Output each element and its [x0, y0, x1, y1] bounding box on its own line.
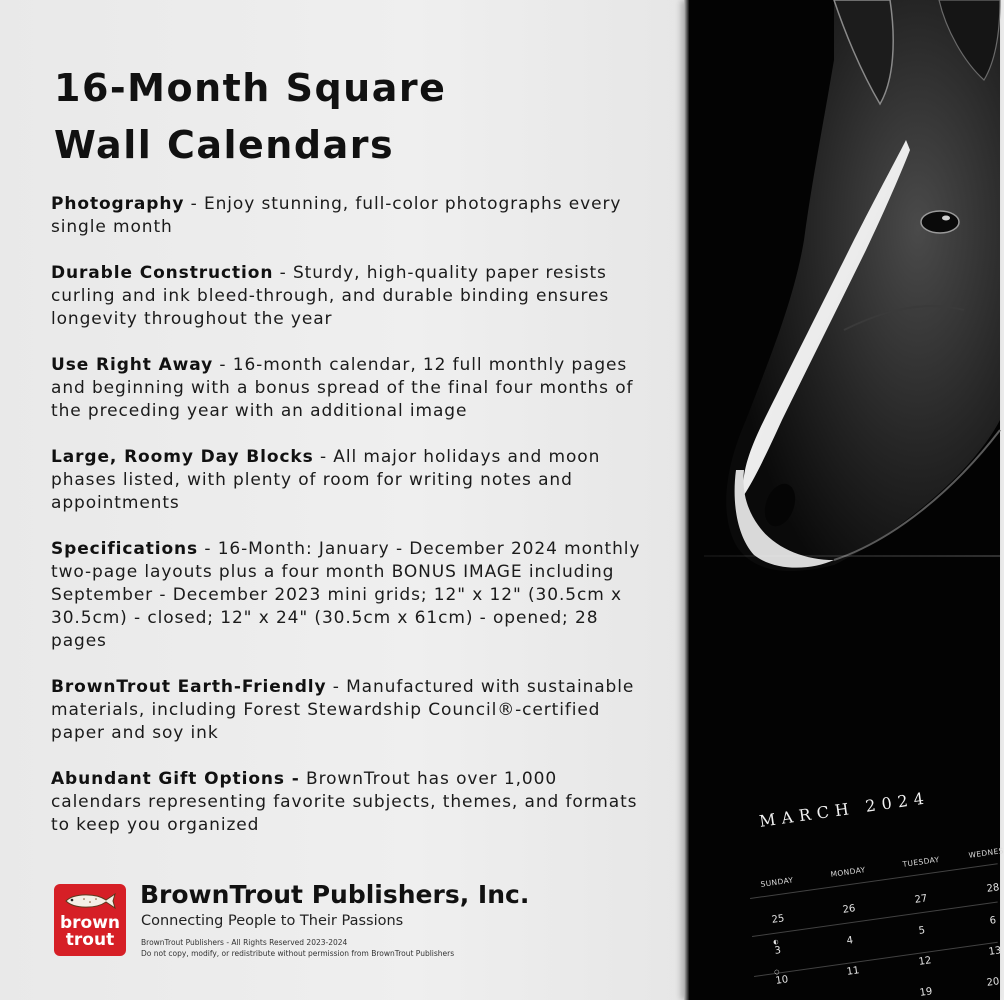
calendar-day: 19	[919, 986, 934, 999]
feature-gift-options	[51, 768, 651, 837]
calendar-day: 4	[846, 935, 854, 947]
feature-durable-construction	[51, 262, 651, 331]
publisher-name: BrownTrout Publishers, Inc.	[140, 880, 530, 909]
feature-text: - Enjoy stunning, full-color photographs every single month	[51, 194, 622, 237]
rights-text: BrownTrout Publishers - All Rights Reserved 2023-2024	[141, 938, 348, 947]
calendar-day-number: 10	[774, 974, 789, 987]
copy-notice: Do not copy, modify, or redistribute without permission from BrownTrout Publishers	[141, 949, 455, 958]
calendar-day: 5	[918, 925, 926, 937]
feature-text: - Sturdy, high-quality paper resists curling and ink bleed-through, and durable binding ensures longevity throughout the year	[51, 263, 610, 329]
logo-text-brown: brown	[59, 913, 121, 933]
calendar-day: 6	[989, 915, 997, 927]
feature-text: - 16-Month: January - December 2024 monthly two-page layouts plus a four month BONUS IMAGE including September - December 2023 mini grids; 12" x 12" (30.5cm x 30.5cm) - closed; 12" x 24" (30.5cm x 61cm) - opened; 28 pages	[51, 539, 641, 651]
weekday-wednesday: WEDNES	[968, 846, 1004, 860]
weekday-sunday: SUNDAY	[760, 875, 794, 889]
browntrout-logo	[54, 884, 126, 956]
trout-icon	[62, 890, 118, 912]
publisher-tagline: Connecting People to Their Passions	[141, 913, 404, 929]
logo-text-trout: trout	[65, 930, 115, 950]
feature-use-right-away	[51, 354, 651, 423]
moon-phase-icon: ○	[773, 968, 781, 976]
feature-heading: BrownTrout Earth-Friendly	[51, 677, 327, 697]
feature-text: - 16-month calendar, 12 full monthly pages and beginning with a bonus spread of the final four months of the preceding year with an additional image	[51, 355, 634, 421]
horse-photo	[684, 0, 1000, 600]
feature-earth-friendly	[51, 676, 651, 745]
title-line-1: 16-Month Square	[54, 66, 447, 110]
calendar-day: 27	[914, 893, 929, 906]
moon-phase-icon: ◐	[772, 938, 780, 946]
feature-text: - Manufactured with sustainable materials, including Forest Stewardship Council®-certified paper and soy ink	[51, 677, 635, 743]
feature-day-blocks	[51, 446, 651, 515]
feature-text: - All major holidays and moon phases listed, with plenty of room for writing notes and appointments	[51, 447, 601, 513]
calendar-day: 20	[986, 976, 1001, 989]
feature-heading: Durable Construction	[51, 263, 274, 283]
weekday-tuesday: TUESDAY	[902, 854, 941, 869]
page-title	[54, 60, 614, 174]
weekday-monday: MONDAY	[830, 865, 867, 879]
calendar-day: 12	[918, 955, 933, 968]
feature-heading: Use Right Away	[51, 355, 214, 375]
feature-list	[51, 193, 651, 860]
feature-heading: Large, Roomy Day Blocks	[51, 447, 314, 467]
page-fold	[704, 555, 1000, 557]
calendar-day	[774, 968, 789, 987]
feature-heading: Photography	[51, 194, 185, 214]
calendar-photo-panel	[684, 0, 1003, 1000]
calendar-month-title: MARCH 2024	[758, 788, 931, 831]
calendar-day: 26	[842, 903, 857, 916]
calendar-day: 11	[846, 965, 861, 978]
feature-heading: Abundant Gift Options -	[51, 769, 300, 789]
feature-heading: Specifications	[51, 539, 199, 559]
calendar-day: 28	[986, 882, 1001, 895]
feature-photography	[51, 193, 651, 239]
feature-specifications	[51, 538, 651, 653]
calendar-day-number: 3	[773, 945, 782, 957]
calendar-day: 13	[988, 945, 1003, 958]
calendar-day: 25	[771, 913, 786, 926]
title-line-2: Wall Calendars	[54, 123, 395, 167]
feature-text: BrownTrout has over 1,000 calendars representing favorite subjects, themes, and formats to keep you organized	[51, 769, 638, 835]
